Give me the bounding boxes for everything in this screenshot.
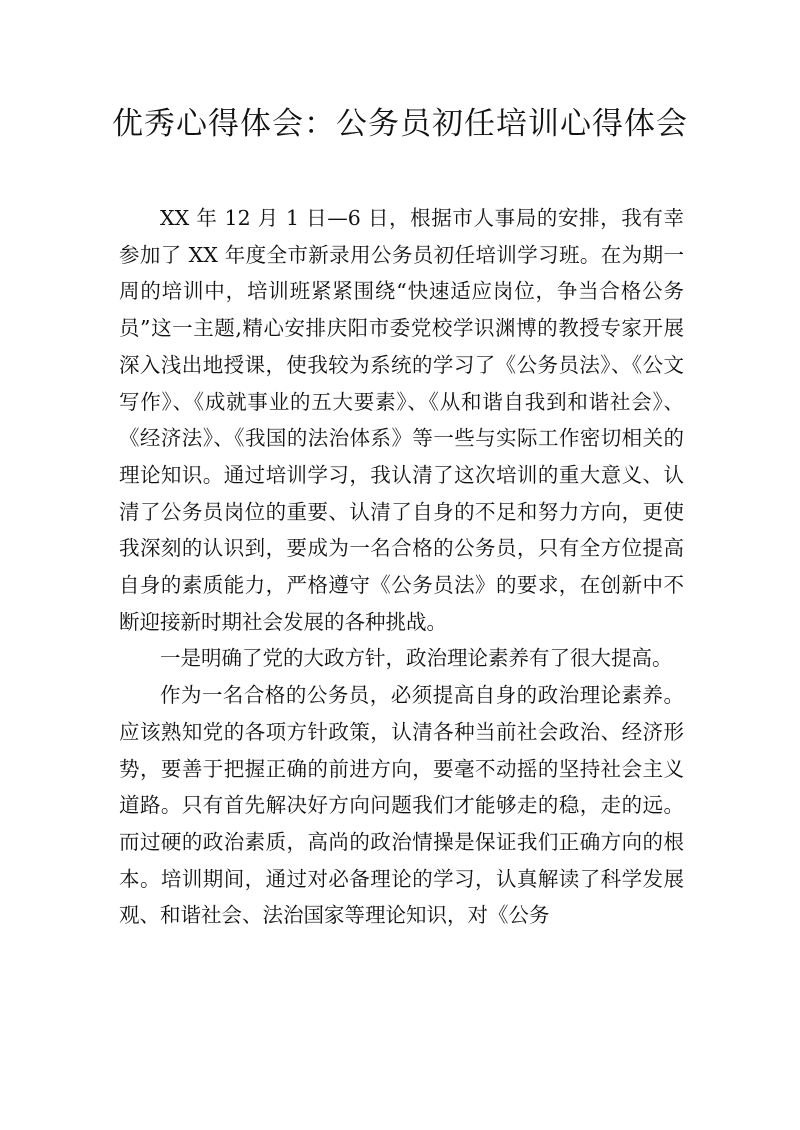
document-body [119, 200, 684, 934]
document-title: 优秀心得体会：公务员初任培训心得体会 [112, 106, 688, 142]
paragraph-intro: XX 年 12 月 1 日—6 日，根据市人事局的安排，我有幸参加了 XX 年度全市新录用公务员初任培训学习班。在为期一周的培训中，培训班紧紧围绕“快速适应岗位，争当合格公务员”这一主题,精心安排庆阳市委党校学识渊博的教授专家开展深入浅出地授课，使我较为系统的学习了《公务员法》、《公文写作》、《成就事业的五大要素》、《从和谐自我到和谐社会》、《经济法》、《我国的法治体系》等一些与实际工作密切相关的理论知识。通过培训学习，我认清了这次培训的重大意义、认清了公务员岗位的重要、认清了自身的不足和努力方向，更使我深刻的认识到，要成为一名合格的公务员，只有全方位提高自身的素质能力，严格遵守《公务员法》的要求，在创新中不断迎接新时期社会发展的各种挑战。 [119, 206, 684, 634]
paragraph-point-one: 一是明确了党的大政方针，政治理论素养有了很大提高。 [160, 646, 673, 671]
paragraph-political-theory: 作为一名合格的公务员，必须提高自身的政治理论素养。应该熟知党的各项方针政策，认清各种当前社会政治、经济形势，要善于把握正确的前进方向，要毫不动摇的坚持社会主义道路。只有首先解决好方向问题我们才能够走的稳，走的远。而过硬的政治素质，高尚的政治情操是保证我们正确方向的根本。培训期间，通过对必备理论的学习，认真解读了科学发展观、和谐社会、法治国家等理论知识，对《公务 [119, 683, 684, 928]
